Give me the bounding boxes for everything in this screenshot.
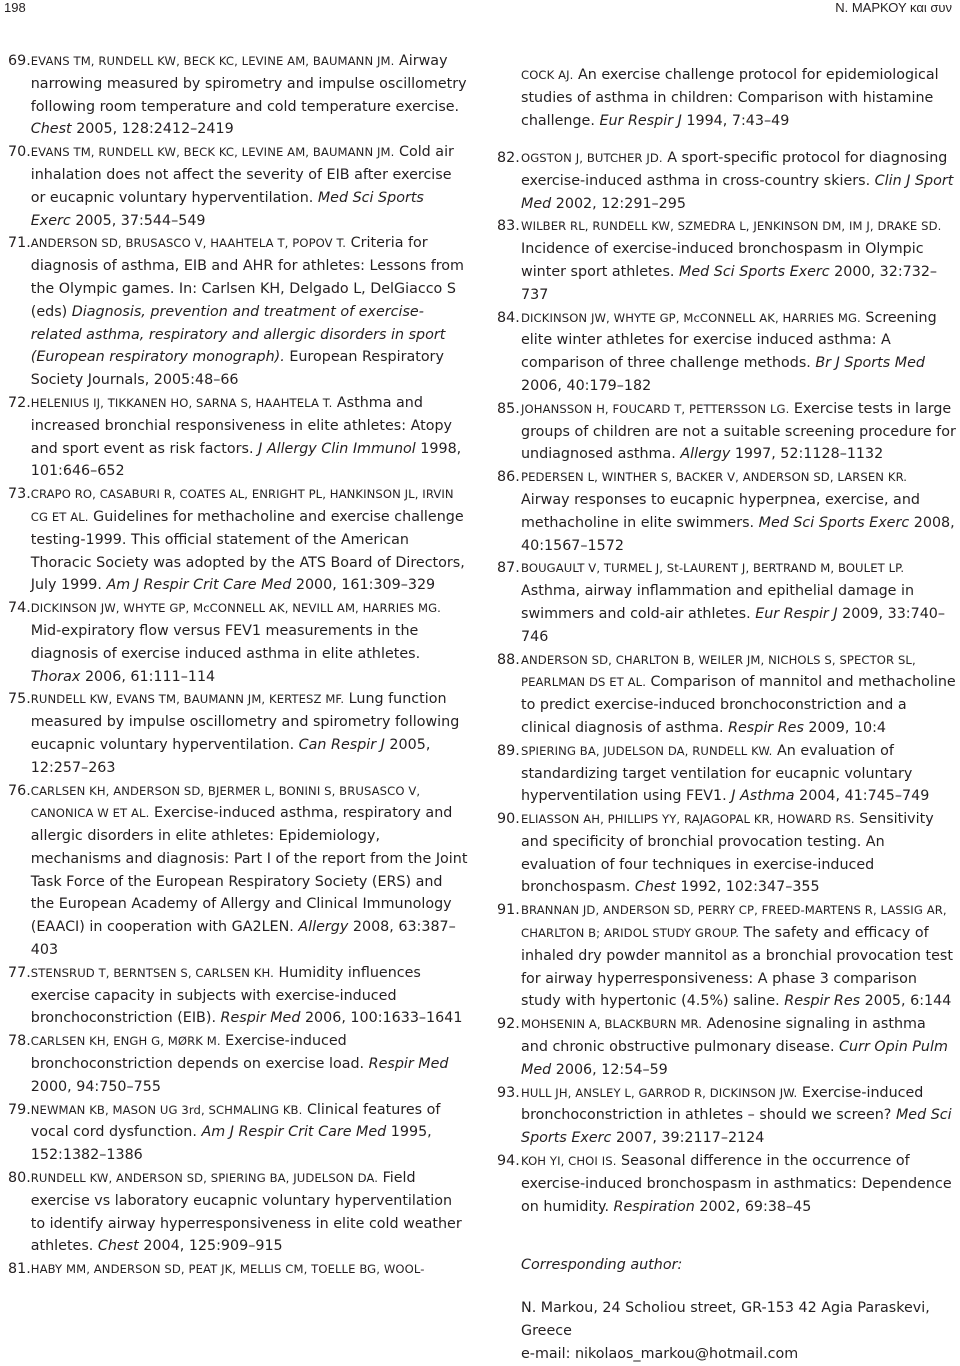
reference-body	[31, 392, 468, 483]
reference-body	[521, 147, 957, 215]
reference-authors: KOH YI, CHOI IS.	[521, 1154, 617, 1169]
reference-authors: DICKINSON JW, WHYTE GP, McCONNELL AK, HARRIES MG.	[521, 310, 861, 325]
reference-number: 73.	[8, 486, 31, 503]
reference-authors: HULL JH, ANSLEY L, GARROD R, DICKINSON JW.	[521, 1085, 798, 1100]
reference-authors: HELENIUS IJ, TIKKANEN HO, SARNA S, HAAHTELA T.	[30, 395, 333, 410]
reference-item	[8, 232, 468, 392]
reference-journal: Chest	[634, 879, 676, 896]
reference-journal: Chest	[97, 1238, 139, 1255]
reference-citation: 2009, 10:4	[803, 719, 887, 736]
reference-title: An evaluation of standardizing target ventilation for eucapnic voluntary hyperventilation using FEV1.	[521, 742, 913, 805]
reference-citation: 2005, 128:2412–2419	[71, 121, 234, 138]
reference-item	[497, 215, 957, 306]
reference-journal: Allergy	[680, 446, 731, 463]
reference-continuation	[497, 64, 957, 132]
reference-item	[8, 392, 468, 483]
reference-item	[8, 483, 468, 597]
right-column	[497, 50, 957, 1366]
reference-item	[497, 1150, 957, 1218]
reference-journal: Clin J Sport Med	[521, 172, 954, 212]
reference-body	[521, 557, 957, 648]
reference-authors: COCK AJ.	[521, 68, 574, 83]
reference-journal: Am J Respir Crit Care Med	[106, 577, 292, 594]
reference-authors: RUNDELL KW, EVANS TM, BAUMANN JM, KERTESZ MF.	[30, 692, 345, 707]
reference-number: 76.	[8, 782, 31, 799]
reference-journal: Allergy	[298, 919, 349, 936]
reference-body	[31, 232, 468, 392]
reference-item	[8, 141, 468, 232]
reference-body	[31, 1167, 468, 1258]
reference-item	[497, 899, 957, 1013]
reference-title: Clinical features of vocal cord dysfunction.	[30, 1101, 441, 1141]
right-reference-list	[497, 147, 957, 1218]
reference-authors: CARLSEN KH, ENGH G, MØRK M.	[30, 1034, 221, 1049]
reference-body	[521, 215, 957, 306]
reference-number: 77.	[8, 964, 31, 981]
reference-title: Criteria for diagnosis of asthma, EIB and AHR for athletes: Lessons from the Olympic games. In: Carlsen KH, Delgado L, DelGiacco S (eds)	[30, 235, 464, 320]
running-head: N. ΜΑΡΚΟΥ και συν	[835, 0, 952, 15]
reference-number: 81.	[8, 1261, 31, 1278]
reference-number: 79.	[8, 1101, 31, 1118]
reference-title: Exercise-induced bronchoconstriction depends on exercise load.	[30, 1033, 369, 1073]
reference-title: Cold air inhalation does not affect the severity of EIB after exercise or eucapnic voluntary hyperventilation.	[30, 144, 454, 206]
reference-item	[8, 597, 468, 688]
reference-citation: 2002, 69:38–45	[694, 1198, 812, 1215]
reference-number: 83.	[497, 218, 520, 235]
reference-title: Exercise tests in large groups of children are not a suitable screening procedure for undiagnosed asthma.	[521, 400, 956, 463]
reference-authors: EVANS TM, RUNDELL KW, BECK KC, LEVINE AM, BAUMANN JM.	[30, 145, 395, 160]
reference-citation: 2008, 63:387–403	[30, 919, 456, 959]
reference-citation: 2009, 33:740–746	[521, 605, 946, 645]
reference-journal: J Asthma	[731, 788, 795, 805]
reference-number: 75.	[8, 691, 31, 708]
reference-number: 80.	[8, 1170, 31, 1187]
reference-body	[31, 597, 468, 688]
reference-title: The safety and efficacy of inhaled dry powder mannitol as a bronchial provocation test for airway hyperresponsiveness: A phase 3 comparison study with hypertonic (4.5%) saline.	[521, 925, 953, 1010]
reference-citation: 2000, 161:309–329	[291, 577, 436, 594]
reference-item	[497, 147, 957, 215]
reference-number: 94.	[497, 1153, 520, 1170]
reference-authors: EVANS TM, RUNDELL KW, BECK KC, LEVINE AM, BAUMANN JM.	[30, 54, 395, 68]
reference-number: 91.	[497, 902, 520, 919]
reference-body	[521, 808, 957, 899]
reference-item	[8, 1258, 468, 1281]
reference-journal: Thorax	[30, 668, 81, 685]
reference-number: 86.	[497, 469, 520, 486]
reference-number: 71.	[8, 235, 31, 252]
reference-citation: 2006, 100:1633–1641	[300, 1010, 463, 1027]
reference-journal: Med Sci Sports Exerc	[758, 514, 910, 531]
reference-title: Lung function measured by impulse oscillometry and spirometry following eucapnic voluntary hyperventilation.	[30, 691, 460, 753]
reference-title: Screening elite winter athletes for exercise induced asthma: A comparison of three challenge methods.	[521, 309, 937, 372]
reference-item	[8, 1030, 468, 1098]
reference-body	[521, 1013, 957, 1081]
reference-authors: ELIASSON AH, PHILLIPS YY, RAJAGOPAL KR, HOWARD RS.	[521, 812, 855, 827]
reference-authors: STENSRUD T, BERNTSEN S, CARLSEN KH.	[30, 965, 274, 980]
reference-item	[8, 962, 468, 1030]
reference-number: 82.	[497, 149, 520, 166]
reference-item	[497, 398, 957, 466]
reference-authors: NEWMAN KB, MASON UG 3rd, SCHMALING KB.	[30, 1102, 303, 1117]
reference-item	[497, 466, 957, 557]
reference-journal: Respir Res	[784, 993, 861, 1010]
reference-citation: 2000, 32:732–737	[521, 263, 938, 303]
reference-item	[497, 808, 957, 899]
reference-title: Exercise-induced bronchoconstriction in athletes – should we screen?	[521, 1084, 924, 1124]
corresponding-author	[497, 1254, 957, 1365]
reference-item	[8, 780, 468, 962]
reference-number: 88.	[497, 651, 520, 668]
reference-authors: BRANNAN JD, ANDERSON SD, PERRY CP, FREED-MARTENS R, LASSIG AR, CHARLTON B; ARIDOL STUDY GROUP.	[521, 903, 947, 941]
reference-body	[31, 780, 468, 962]
reference-number: 70.	[8, 144, 31, 161]
reference-citation: European Respiratory Society Journals, 2005:48–66	[30, 349, 444, 389]
reference-journal: Respir Med	[368, 1056, 449, 1073]
reference-number: 93.	[497, 1084, 520, 1101]
reference-authors: MOHSENIN A, BLACKBURN MR.	[521, 1017, 703, 1032]
reference-citation: 2004, 125:909–915	[138, 1238, 283, 1255]
reference-number: 84.	[497, 309, 520, 326]
reference-journal: Respiration	[613, 1198, 695, 1215]
reference-journal: Med Sci Sports Exerc	[30, 189, 424, 229]
reference-journal: Chest	[30, 121, 72, 138]
reference-item	[497, 1013, 957, 1081]
reference-journal: Diagnosis, prevention and treatment of exercise-related asthma, respiratory and allergic disorders in sport (European respiratory monograph).	[30, 303, 446, 366]
reference-number: 90.	[497, 811, 520, 828]
reference-number: 85.	[497, 400, 520, 417]
reference-authors: CARLSEN KH, ANDERSON SD, BJERMER L, BONINI S, BRUSASCO V, CANONICA W ET AL.	[30, 783, 421, 821]
reference-journal: Respir Res	[728, 719, 804, 736]
reference-authors: ANDERSON SD, CHARLTON B, WEILER JM, NICHOLS S, SPECTOR SL, PEARLMAN DS ET AL.	[521, 652, 916, 690]
reference-body	[521, 1082, 957, 1150]
reference-title: Asthma, airway inflammation and epithelial damage in swimmers and cold-air athletes.	[521, 583, 915, 622]
reference-journal: Med Sci Sports Exerc	[679, 263, 830, 280]
reference-item	[497, 1082, 957, 1150]
reference-item	[497, 740, 957, 808]
reference-title: Asthma and increased bronchial responsiveness in elite athletes: Atopy and sport event as risk factors.	[30, 394, 453, 457]
reference-body	[521, 740, 957, 808]
reference-number: 72.	[8, 394, 31, 411]
reference-number: 74.	[8, 600, 31, 617]
reference-item	[497, 307, 957, 398]
reference-body	[521, 1150, 957, 1218]
reference-number: 92.	[497, 1016, 520, 1033]
reference-citation: 2004, 41:745–749	[794, 788, 930, 805]
reference-authors: BOUGAULT V, TURMEL J, St-LAURENT J, BERTRAND M, BOULET LP.	[521, 561, 905, 576]
reference-title: Incidence of exercise-induced bronchospasm in Olympic winter sport athletes.	[521, 241, 924, 280]
reference-item	[8, 688, 468, 779]
reference-journal: Med Sci Sports Exerc	[521, 1107, 952, 1147]
reference-citation: 1997, 52:1128–1132	[730, 446, 884, 463]
reference-journal: J Allergy Clin Immunol	[258, 440, 416, 457]
reference-title: Airway narrowing measured by spirometry and impulse oscillometry following room temperature and cold temperature exercise.	[30, 53, 467, 115]
reference-journal: Eur Respir J	[755, 605, 838, 622]
reference-authors: ANDERSON SD, BRUSASCO V, HAAHTELA T, POPOV T.	[30, 236, 347, 251]
reference-citation: 2008, 40:1567–1572	[521, 514, 955, 554]
reference-authors: SPIERING BA, JUDELSON DA, RUNDELL KW.	[521, 743, 773, 758]
reference-title: Mid-expiratory flow versus FEV1 measurements in the diagnosis of exercise induced asthma in elite athletes.	[30, 622, 421, 662]
reference-citation: 2005, 37:544–549	[70, 212, 206, 229]
reference-title: An exercise challenge protocol for epidemiological studies of asthma in children: Comparison with histamine challenge.	[521, 67, 939, 129]
reference-citation: 1994, 7:43–49	[681, 112, 790, 129]
reference-body	[521, 307, 957, 398]
reference-body	[521, 899, 957, 1013]
reference-authors: JOHANSSON H, FOUCARD T, PETTERSSON LG.	[521, 401, 790, 416]
reference-title: A sport-specific protocol for diagnosing exercise-induced asthma in cross-country skiers.	[521, 149, 948, 189]
reference-authors: DICKINSON JW, WHYTE GP, McCONNELL AK, NEVILL AM, HARRIES MG.	[30, 601, 441, 616]
left-column	[8, 50, 468, 1281]
reference-journal: Am J Respir Crit Care Med	[201, 1124, 387, 1141]
reference-authors: OGSTON J, BUTCHER JD.	[521, 150, 663, 165]
reference-authors: PEDERSEN L, WINTHER S, BACKER V, ANDERSON SD, LARSEN KR.	[521, 470, 908, 485]
reference-item	[497, 557, 957, 648]
reference-title: Sensitivity and specificity of bronchial provocation testing. An evaluation of four techniques in exercise-induced bronchospasm.	[521, 811, 934, 896]
reference-item	[497, 649, 957, 740]
reference-item	[8, 50, 468, 141]
reference-journal: Curr Opin Pulm Med	[521, 1039, 948, 1078]
reference-body	[31, 1258, 468, 1281]
reference-body	[521, 398, 957, 466]
page-number: 198	[4, 0, 26, 15]
reference-title: Field exercise vs laboratory eucapnic voluntary hyperventilation to identify airway hyperresponsiveness in elite cold weather athletes.	[30, 1170, 462, 1255]
reference-body	[521, 466, 957, 557]
reference-body	[31, 962, 468, 1030]
reference-authors: CRAPO RO, CASABURI R, COATES AL, ENRIGHT PL, HANKINSON JL, IRVIN CG ET AL.	[30, 487, 454, 524]
reference-authors: WILBER RL, RUNDELL KW, SZMEDRA L, JENKINSON DM, IM J, DRAKE SD.	[521, 219, 942, 234]
reference-citation: 2005, 12:257–263	[30, 736, 431, 776]
page-header	[0, 0, 960, 40]
reference-body	[31, 688, 468, 779]
reference-title: Seasonal difference in the occurrence of exercise-induced bronchospasm in asthmatics: Dependence on humidity.	[521, 1153, 952, 1215]
corresponding-label: Corresponding author:	[521, 1257, 683, 1274]
reference-title: Adenosine signaling in asthma and chronic obstructive pulmonary disease.	[521, 1016, 926, 1056]
reference-citation: 2002, 12:291–295	[551, 195, 686, 212]
reference-title: Airway responses to eucapnic hyperpnea, exercise, and methacholine in elite swimmers.	[521, 491, 920, 531]
reference-body	[31, 50, 468, 141]
reference-citation: 2006, 12:54–59	[551, 1061, 668, 1078]
reference-item	[8, 1167, 468, 1258]
reference-citation: 1992, 102:347–355	[675, 879, 820, 896]
reference-citation: 2006, 61:111–114	[80, 668, 216, 685]
reference-body	[521, 649, 957, 740]
reference-journal: Eur Respir J	[599, 112, 682, 129]
reference-title: Guidelines for methacholine and exercise challenge testing-1999. This official statement of the American Thoracic Society was adopted by the ATS Board of Directors, July 1999.	[30, 508, 465, 594]
reference-number: 89.	[497, 742, 520, 759]
reference-number: 69.	[8, 53, 31, 69]
reference-item	[8, 1099, 468, 1167]
reference-number: 87.	[497, 560, 520, 577]
reference-citation: 2005, 6:144	[860, 993, 952, 1010]
reference-citation: 1998, 101:646–652	[30, 440, 462, 480]
corresponding-email: e-mail: nikolaos_markou@hotmail.com	[521, 1345, 799, 1362]
reference-journal: Respir Med	[220, 1010, 301, 1027]
reference-citation: 2000, 94:750–755	[30, 1078, 161, 1095]
reference-citation: 2007, 39:2117–2124	[611, 1130, 765, 1147]
reference-citation: 1995, 152:1382–1386	[30, 1124, 432, 1164]
reference-authors: HABY MM, ANDERSON SD, PEAT JK, MELLIS CM, TOELLE BG, WOOL-	[30, 1262, 425, 1277]
reference-journal: Can Respir J	[298, 736, 385, 753]
reference-body	[31, 141, 468, 232]
reference-body	[31, 1099, 468, 1167]
corresponding-address: N. Markou, 24 Scholiou street, GR-153 42 Agia Paraskevi, Greece	[521, 1300, 930, 1340]
reference-title: Humidity influences exercise capacity in subjects with exercise-induced bronchoconstriction (EIB).	[30, 964, 421, 1027]
reference-title: Comparison of mannitol and methacholine to predict exercise-induced bronchoconstriction and a clinical diagnosis of asthma.	[521, 674, 956, 736]
reference-citation: 2006, 40:179–182	[521, 377, 652, 394]
reference-body	[31, 483, 468, 597]
reference-title: Exercise-induced asthma, respiratory and allergic disorders in elite athletes: Epidemiology, mechanisms and diagnosis: Part I of the report from the Joint Task Force of the European Respiratory Society (ERS) and the European Academy of Allergy and Clinical Immunology (EAACI) in cooperation with GA2LEN.	[30, 805, 468, 936]
reference-body	[31, 1030, 468, 1098]
reference-authors: RUNDELL KW, ANDERSON SD, SPIERING BA, JUDELSON DA.	[30, 1171, 379, 1186]
reference-journal: Br J Sports Med	[815, 355, 925, 372]
reference-number: 78.	[8, 1033, 31, 1050]
